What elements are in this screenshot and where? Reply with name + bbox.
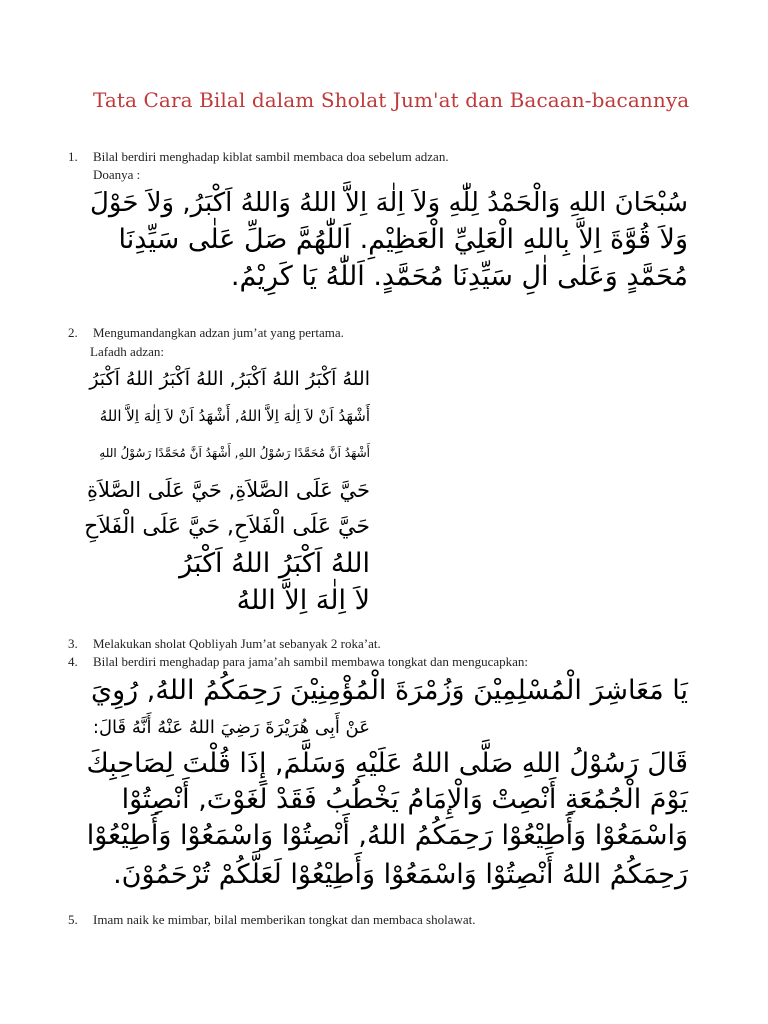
adzan-line-1: اللهُ اَكْبَرُ اللهُ اَكْبَرُ, اللهُ اَكْبَرُ اللهُ اَكْبَرُ bbox=[89, 368, 370, 390]
adzan-line-6: اللهُ اَكْبَرُ اللهُ اَكْبَرُ bbox=[179, 548, 370, 579]
khutbah-line-3: قَالَ رَسُوْلُ اللهِ صَلَّى اللهُ عَلَيْهِ وَسَلَّمَ, إِذَا قُلْتَ لِصَاحِبِكَ bbox=[86, 748, 688, 779]
khutbah-line-6: رَحِمَكُمُ اللهُ أَنْصِتُوْا وَاسْمَعُوْا وَأَطِيْعُوْا لَعَلَّكُمْ تُرْحَمُوْنَ. bbox=[113, 859, 688, 890]
khutbah-line-1: يَا مَعَاشِرَ الْمُسْلِمِيْنَ وَزُمْرَةَ الْمُؤْمِنِيْنَ رَحِمَكُمُ اللهُ, رُوِيَ bbox=[90, 675, 688, 706]
step-number: 3. bbox=[68, 636, 78, 651]
khutbah-line-4: يَوْمَ الْجُمُعَةِ أَنْصِتْ وَالْإِمَامُ يَخْطُبُ فَقَدْ لَغَوْتَ, أَنْصِتُوْا bbox=[121, 784, 688, 815]
adzan-line-3: أَشْهَدُ اَنَّ مُحَمَّدًا رَسُوْلُ اللهِ, أَشْهَدُ اَنَّ مُحَمَّدًا رَسُوْلُ اللهِ bbox=[99, 446, 370, 460]
step-3 bbox=[68, 636, 708, 652]
step-text: Mengumandangkan adzan jum’at yang pertama. bbox=[93, 325, 344, 340]
step-number: 4. bbox=[68, 654, 78, 669]
khutbah-line-2: عَنْ أَبِى هُرَيْرَةَ رَضِيَ اللهُ عَنْهُ أَنَّهُ قَالَ: bbox=[92, 717, 370, 738]
step-2 bbox=[68, 325, 708, 341]
step-4 bbox=[68, 654, 708, 670]
doa-line-2: وَلاَ قُوَّةَ اِلاَّ بِاللهِ الْعَلِيِّ الْعَظِيْمِ. اَللّٰهُمَّ صَلِّ عَلٰى سَيِّدِنَا bbox=[118, 224, 688, 255]
step-number: 1. bbox=[68, 149, 78, 164]
adzan-line-2: أَشْهَدُ اَنْ لاَ اِلٰهَ اِلاَّ اللهُ, أَشْهَدُ اَنْ لاَ اِلٰهَ اِلاَّ اللهُ bbox=[99, 407, 370, 425]
step-2-sub: Lafadh adzan: bbox=[90, 344, 164, 359]
document-title: Tata Cara Bilal dalam Sholat Jum'at dan Bacaan-bacannya bbox=[93, 88, 690, 112]
step-5 bbox=[68, 912, 708, 928]
step-text: Bilal berdiri menghadap para jama’ah sambil membawa tongkat dan mengucapkan: bbox=[93, 654, 528, 669]
adzan-line-4: حَيَّ عَلَى الصَّلاَةِ, حَيَّ عَلَى الصَّلاَةِ bbox=[87, 478, 370, 502]
doa-line-3: مُحَمَّدٍ وَعَلٰى اٰلِ سَيِّدِنَا مُحَمَّدٍ. اَللّٰهُ يَا كَرِيْمُ. bbox=[230, 261, 688, 292]
adzan-line-5: حَيَّ عَلَى الْفَلاَحِ, حَيَّ عَلَى الْفَلاَحِ bbox=[84, 514, 370, 539]
adzan-line-7: لاَ اِلٰهَ اِلاَّ اللهُ bbox=[236, 585, 370, 616]
step-text: Bilal berdiri menghadap kiblat sambil membaca doa sebelum adzan. bbox=[93, 149, 449, 164]
doa-line-1: سُبْحَانَ اللهِ وَالْحَمْدُ لِلّٰهِ وَلاَ اِلٰهَ اِلاَّ اللهُ وَاللهُ اَكْبَرُ, وَلاَ حَوْلَ bbox=[90, 188, 688, 218]
step-text: Imam naik ke mimbar, bilal memberikan tongkat dan membaca sholawat. bbox=[93, 912, 476, 927]
step-text: Melakukan sholat Qobliyah Jum’at sebanyak 2 roka’at. bbox=[93, 636, 381, 651]
step-number: 2. bbox=[68, 325, 78, 340]
khutbah-line-5: وَاسْمَعُوْا وَأَطِيْعُوْا رَحِمَكُمُ اللهُ, أَنْصِتُوْا وَاسْمَعُوْا وَأَطِيْعُوْا bbox=[86, 820, 688, 851]
step-1-sub: Doanya : bbox=[93, 167, 141, 182]
step-1 bbox=[68, 149, 708, 165]
step-number: 5. bbox=[68, 912, 78, 927]
